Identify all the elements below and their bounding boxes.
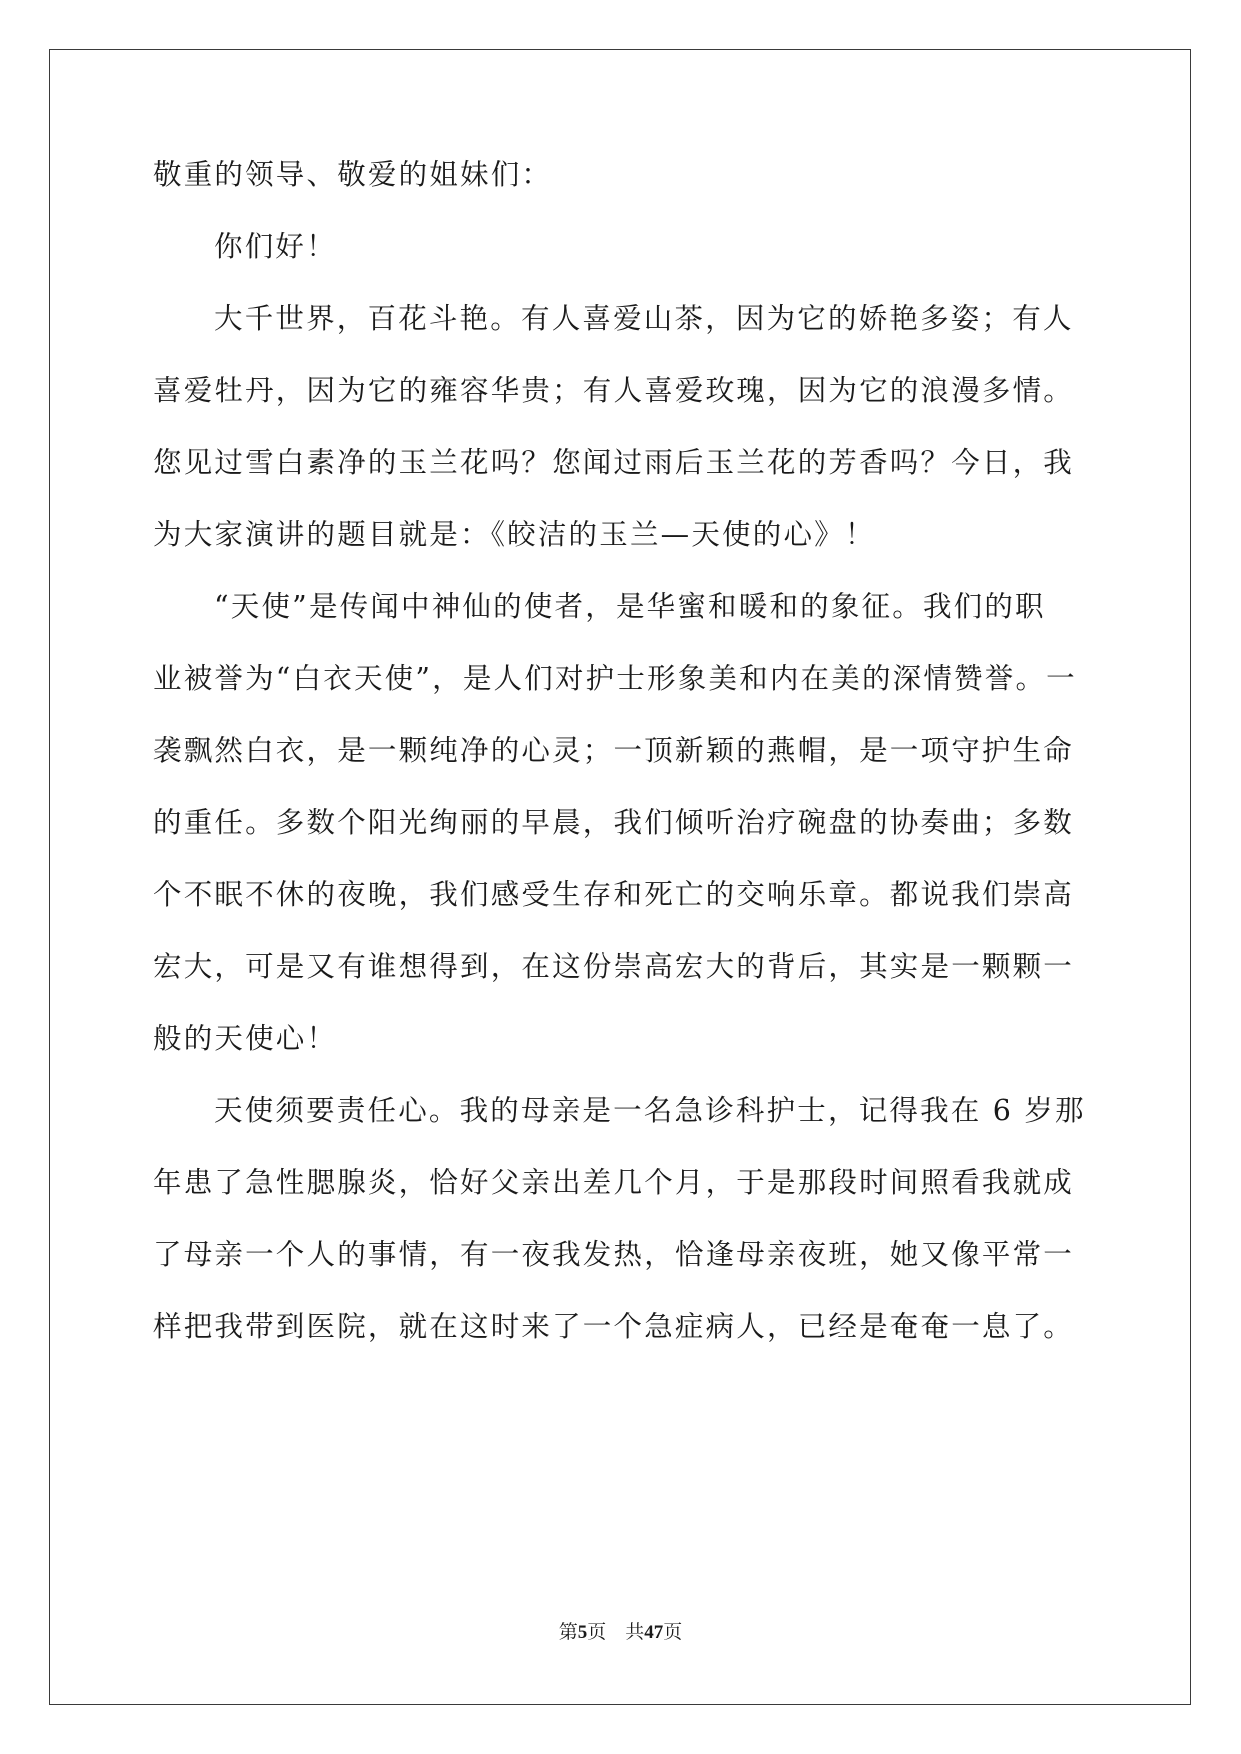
- body-line: 您见过雪白素净的玉兰花吗？您闻过雨后玉兰花的芳香吗？今日，我: [153, 446, 1075, 479]
- body-line: 为大家演讲的题目就是：《皎洁的玉兰—天使的心》！: [153, 518, 876, 551]
- body-line: 袭飘然白衣，是一颗纯净的心灵；一顶新颖的燕帽，是一项守护生命: [153, 734, 1075, 767]
- body-line: 大千世界，百花斗艳。有人喜爱山茶，因为它的娇艳多姿；有人: [214, 302, 1074, 335]
- body-line: 样把我带到医院，就在这时来了一个急症病人，已经是奄奄一息了。: [153, 1310, 1075, 1343]
- body-line: 你们好！: [214, 230, 337, 263]
- body-line: 天使须要责任心。我的母亲是一名急诊科护士，记得我在 6 岁那: [214, 1094, 1086, 1127]
- total-pages-number: 47: [644, 1622, 664, 1643]
- body-line: 喜爱牡丹，因为它的雍容华贵；有人喜爱玫瑰，因为它的浪漫多情。: [153, 374, 1075, 407]
- body-line: 的重任。多数个阳光绚丽的早晨，我们倾听治疗碗盘的协奏曲；多数: [153, 806, 1075, 839]
- page-footer: [0, 1619, 1241, 1646]
- body-line: 敬重的领导、敬爱的姐妹们：: [153, 158, 553, 191]
- body-line: 个不眠不休的夜晚，我们感受生存和死亡的交响乐章。都说我们崇高: [153, 878, 1075, 911]
- footer-suffix: 页: [663, 1621, 683, 1643]
- footer-prefix: 第: [558, 1621, 578, 1643]
- body-line: 了母亲一个人的事情，有一夜我发热，恰逢母亲夜班，她又像平常一: [153, 1238, 1075, 1271]
- body-line: 业被誉为“白衣天使”，是人们对护士形象美和内在美的深情赞誉。一: [153, 662, 1077, 695]
- body-line: 宏大，可是又有谁想得到，在这份崇高宏大的背后，其实是一颗颗一: [153, 950, 1075, 983]
- footer-middle: 页 共: [587, 1621, 645, 1643]
- body-line: 年患了急性腮腺炎，恰好父亲出差几个月，于是那段时间照看我就成: [153, 1166, 1075, 1199]
- body-line: “天使”是传闻中神仙的使者，是华蜜和暖和的象征。我们的职: [214, 590, 1046, 623]
- body-line: 般的天使心！: [153, 1022, 338, 1055]
- current-page-number: 5: [577, 1622, 588, 1643]
